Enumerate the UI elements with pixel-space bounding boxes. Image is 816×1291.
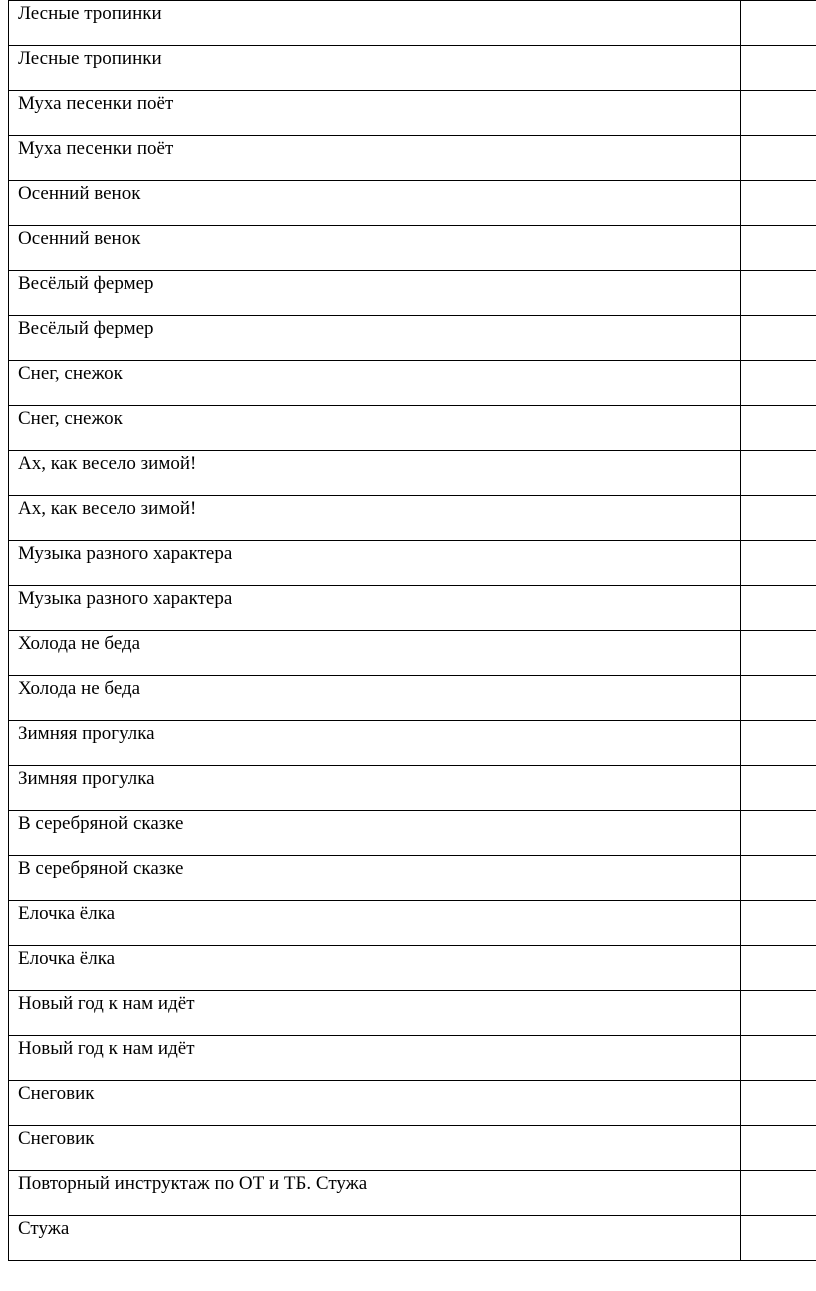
empty-cell — [741, 91, 816, 136]
table-row — [9, 316, 816, 361]
table-row — [9, 181, 816, 226]
table-row — [9, 1126, 816, 1171]
lesson-topic-cell: Весёлый фермер — [9, 271, 741, 316]
empty-cell — [741, 1, 816, 46]
empty-cell — [741, 46, 816, 91]
empty-cell — [741, 451, 816, 496]
empty-cell — [741, 181, 816, 226]
empty-cell — [741, 226, 816, 271]
empty-cell — [741, 136, 816, 181]
table-row — [9, 811, 816, 856]
empty-cell — [741, 721, 816, 766]
table-row — [9, 991, 816, 1036]
lesson-topic-cell: Лесные тропинки — [9, 1, 741, 46]
lesson-table — [8, 0, 816, 1261]
lesson-table-container — [8, 0, 816, 1261]
lesson-topic-cell: Осенний венок — [9, 181, 741, 226]
table-row — [9, 91, 816, 136]
lesson-topic-cell: Лесные тропинки — [9, 46, 741, 91]
lesson-topic-cell: Осенний венок — [9, 226, 741, 271]
table-row — [9, 1081, 816, 1126]
lesson-topic-cell: Музыка разного характера — [9, 586, 741, 631]
lesson-topic-cell: Снеговик — [9, 1126, 741, 1171]
lesson-topic-cell: Зимняя прогулка — [9, 721, 741, 766]
empty-cell — [741, 316, 816, 361]
table-row — [9, 721, 816, 766]
empty-cell — [741, 1081, 816, 1126]
table-row — [9, 1, 816, 46]
empty-cell — [741, 586, 816, 631]
lesson-topic-cell: Весёлый фермер — [9, 316, 741, 361]
table-row — [9, 46, 816, 91]
lesson-topic-cell: Холода не беда — [9, 676, 741, 721]
table-row — [9, 1216, 816, 1261]
table-row — [9, 541, 816, 586]
empty-cell — [741, 541, 816, 586]
table-row — [9, 766, 816, 811]
table-row — [9, 1171, 816, 1216]
table-row — [9, 946, 816, 991]
empty-cell — [741, 361, 816, 406]
lesson-topic-cell: Ах, как весело зимой! — [9, 496, 741, 541]
lesson-topic-cell: Новый год к нам идёт — [9, 991, 741, 1036]
empty-cell — [741, 631, 816, 676]
empty-cell — [741, 991, 816, 1036]
empty-cell — [741, 676, 816, 721]
lesson-topic-cell: Зимняя прогулка — [9, 766, 741, 811]
lesson-topic-cell: Снег, снежок — [9, 361, 741, 406]
lesson-topic-cell: Снеговик — [9, 1081, 741, 1126]
lesson-topic-cell: Повторный инструктаж по ОТ и ТБ. Стужа — [9, 1171, 741, 1216]
table-row — [9, 496, 816, 541]
empty-cell — [741, 271, 816, 316]
table-row — [9, 271, 816, 316]
lesson-table-body — [9, 1, 816, 1261]
table-row — [9, 1036, 816, 1081]
table-row — [9, 361, 816, 406]
empty-cell — [741, 1036, 816, 1081]
empty-cell — [741, 946, 816, 991]
empty-cell — [741, 856, 816, 901]
empty-cell — [741, 406, 816, 451]
empty-cell — [741, 496, 816, 541]
table-row — [9, 226, 816, 271]
lesson-topic-cell: Ах, как весело зимой! — [9, 451, 741, 496]
table-row — [9, 631, 816, 676]
lesson-topic-cell: Новый год к нам идёт — [9, 1036, 741, 1081]
lesson-topic-cell: Стужа — [9, 1216, 741, 1261]
empty-cell — [741, 1171, 816, 1216]
empty-cell — [741, 901, 816, 946]
table-row — [9, 451, 816, 496]
empty-cell — [741, 1216, 816, 1261]
lesson-topic-cell: В серебряной сказке — [9, 811, 741, 856]
table-row — [9, 856, 816, 901]
table-row — [9, 136, 816, 181]
table-row — [9, 676, 816, 721]
lesson-topic-cell: Муха песенки поёт — [9, 91, 741, 136]
empty-cell — [741, 1126, 816, 1171]
lesson-topic-cell: Снег, снежок — [9, 406, 741, 451]
lesson-topic-cell: Елочка ёлка — [9, 946, 741, 991]
lesson-topic-cell: Холода не беда — [9, 631, 741, 676]
table-row — [9, 406, 816, 451]
table-row — [9, 586, 816, 631]
lesson-topic-cell: Елочка ёлка — [9, 901, 741, 946]
lesson-topic-cell: В серебряной сказке — [9, 856, 741, 901]
lesson-topic-cell: Музыка разного характера — [9, 541, 741, 586]
empty-cell — [741, 811, 816, 856]
table-row — [9, 901, 816, 946]
empty-cell — [741, 766, 816, 811]
lesson-topic-cell: Муха песенки поёт — [9, 136, 741, 181]
